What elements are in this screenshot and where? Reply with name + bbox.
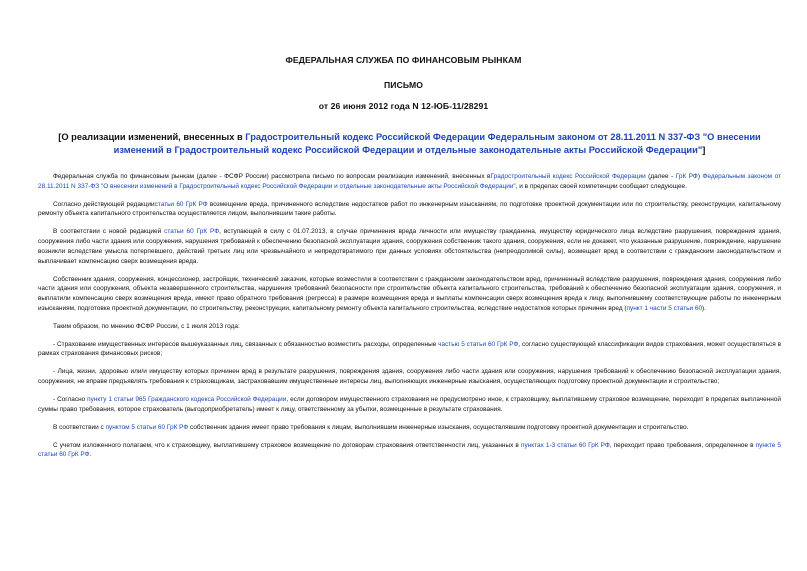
paragraph-text: С учетом изложенного полагаем, что к страховщику, выплатившему страховое возмещение по договорам страхования ответственности лиц, указанных в [53,441,521,449]
clauses-1-3-link[interactable]: пунктах 1-3 статьи 60 ГрК РФ [520,441,610,449]
paragraph-text: Собственник здания, сооружения, концессионер, застройщик, технический заказчик, которые возместили в соответствии с гражданским законодательством вред, причиненный вследствие разрушения, повреждения здания, сооружения либо части здания или сооружения, объекта незавершенного строительства, нарушения требований безопасности при строительстве объекта капитального строительства, требований к обеспечению безопасной эксплуатации здания, сооружения, и выплатили компенсацию сверх возмещения вреда, имеют право обратного требования (регресса) в размере возмещения вреда и выплаты компенсации сверх возмещения вреда к лицу, выполнившему соответствующие работы по инженерным изысканиям, подготовке проектной документации, по строительству, реконструкции, капитальному ремонту объекта капитального строительства, вследствие недостатков которых причинен вред ( [38,275,781,312]
paragraph-text: В соответствии с новой редакцией [53,228,165,236]
paragraph-text: . [89,451,92,459]
paragraph-text: В соответствии с [53,423,106,431]
title-text-end: ] [702,145,706,155]
federal-law-link[interactable]: Федеральным законом от 28.11.2011 N 337-ФЗ "О внесении изменений в Градостроительный кодекс Российской Федерации и отдельные законодательные акты Российской Федерации" [38,173,781,190]
paragraph-final [38,441,781,460]
paragraph-text: собственник здания имеет право требования к лицам, выполнившим инженерные изыскания, осуществлявшим подготовку проектной документации и строительство. [188,423,689,431]
clause-5-article-60-link[interactable]: пунктом 5 статьи 60 ГрК РФ [105,423,189,431]
paragraph-text: ) [697,173,703,180]
paragraph-text: , согласно существующей классификации видов страхования, может осуществляться в рамках страхования финансовых рисков; [38,340,782,358]
paragraph-text: ). [702,304,706,312]
clause-5-link[interactable]: пункте 5 статьи 60 ГрК РФ [38,441,781,459]
document-type-heading: ПИСЬМО [384,80,423,90]
paragraph-text: Федеральная служба по финансовым рынкам (далее - ФСФР России) рассмотрела письмо по вопросам реализации изменений, внесенных в [53,173,491,180]
grk-abbr-link[interactable]: ГрК РФ [675,173,698,180]
paragraph-insurance-risks [38,340,781,359]
part-5-article-60-link[interactable]: частью 5 статьи 60 ГрК РФ [438,340,519,348]
paragraph-conclusion-intro [38,322,781,332]
paragraph-text: , и в пределах своей компетенции сообщает следующее. [515,182,687,190]
article-60-link[interactable]: статьи 60 ГрК РФ [164,228,220,236]
title-law-link[interactable]: Градостроительный кодекс Российской Федерации Федеральным законом от 28.11.2011 N 337-ФЗ "О внесении изменений в Градостроительный кодекс Российской Федерации и отдельные законодательные акты Российской Федерации" [113,132,761,155]
paragraph-clause-5 [38,423,781,433]
paragraph-text: (далее - [645,173,676,180]
paragraph-new-edition [38,227,781,266]
paragraph-text: , переходит право требования, определенное в [609,441,756,449]
paragraph-text: Согласно действующей редакции [53,200,155,208]
article-60-link[interactable]: статьи 60 ГрК РФ [154,200,208,208]
document-title [38,131,781,157]
paragraph-text: - Страхование имущественных интересов вышеуказанных лиц, связанных с обязанностью возместить расходы, определенные [53,340,439,348]
clause-1-part-5-link[interactable]: пункт 1 части 5 статьи 60 [626,304,703,312]
paragraph-current-edition [38,200,781,219]
paragraph-intro [38,172,781,191]
title-text: [О реализации изменений, внесенных в [58,132,246,142]
paragraph-text: , если договором имущественного страхования не предусмотрено иное, к страховщику, выплатившему страховое возмещение, переходит в пределах выплаченной суммы право требования, которое страхователь (выгодоприобретатель) имеет к лицу, ответственному за убытки, возмещенные в результате страхования. [38,396,781,413]
paragraph-text: - Лица, жизни, здоровью или/и имуществу которых причинен вред в результате разрушения, повреждения здания, сооружения либо части здания или сооружения, нарушения требований к обеспечению безопасной эксплуатации здания, сооружения, не вправе предъявлять требования к страховщикам, застраховавшим имущественные интересы лиц, выполняющих инженерные изыскания, осуществляющих подготовку проектной документации и строительство; [38,368,781,386]
paragraph-text: Таким образом, по мнению ФСФР России, с 1 июля 2013 года: [53,322,240,330]
paragraph-civil-code [38,395,781,414]
paragraph-victims [38,367,781,386]
agency-heading: ФЕДЕРАЛЬНАЯ СЛУЖБА ПО ФИНАНСОВЫМ РЫНКАМ [285,55,522,65]
paragraph-text: возмещение вреда, причиненного вследствие недостатков работ по инженерным изысканиям, по подготовке проектной документации или по строительству, реконструкции, капитальному ремонту объекта капитального строительства осуществляется лицом, выполнившим такие работы. [38,200,781,218]
date-number-heading: от 26 июня 2012 года N 12-ЮБ-11/28291 [318,101,489,111]
document-body [38,172,781,468]
paragraph-text: , вступающей в силу с 01.07.2013, в случае причинения вреда личности или имуществу гражданина, имуществу юридического лица вследствие разрушения, повреждения здания, сооружения либо части здания или сооружения, нарушения требований к обеспечению безопасной эксплуатации здания, сооружения собственник такого здания, сооружения, если не докажет, что указанные разрушение, повреждение, нарушение возникли вследствие умысла потерпевшего, действий третьих лиц или чрезвычайного и непредотвратимого при данных условиях обстоятельства (непреодолимой силы), возмещает вред в соответствии с гражданским законодательством и выплачивает компенсацию сверх возмещения вреда. [38,228,781,265]
paragraph-owner-regress [38,275,781,314]
grk-link[interactable]: Градостроительный кодекс Российской Федерации [490,173,646,180]
paragraph-text: - Согласно [53,396,88,404]
civil-code-965-link[interactable]: пункту 1 статьи 965 Гражданского кодекса Российской Федерации [87,396,287,404]
